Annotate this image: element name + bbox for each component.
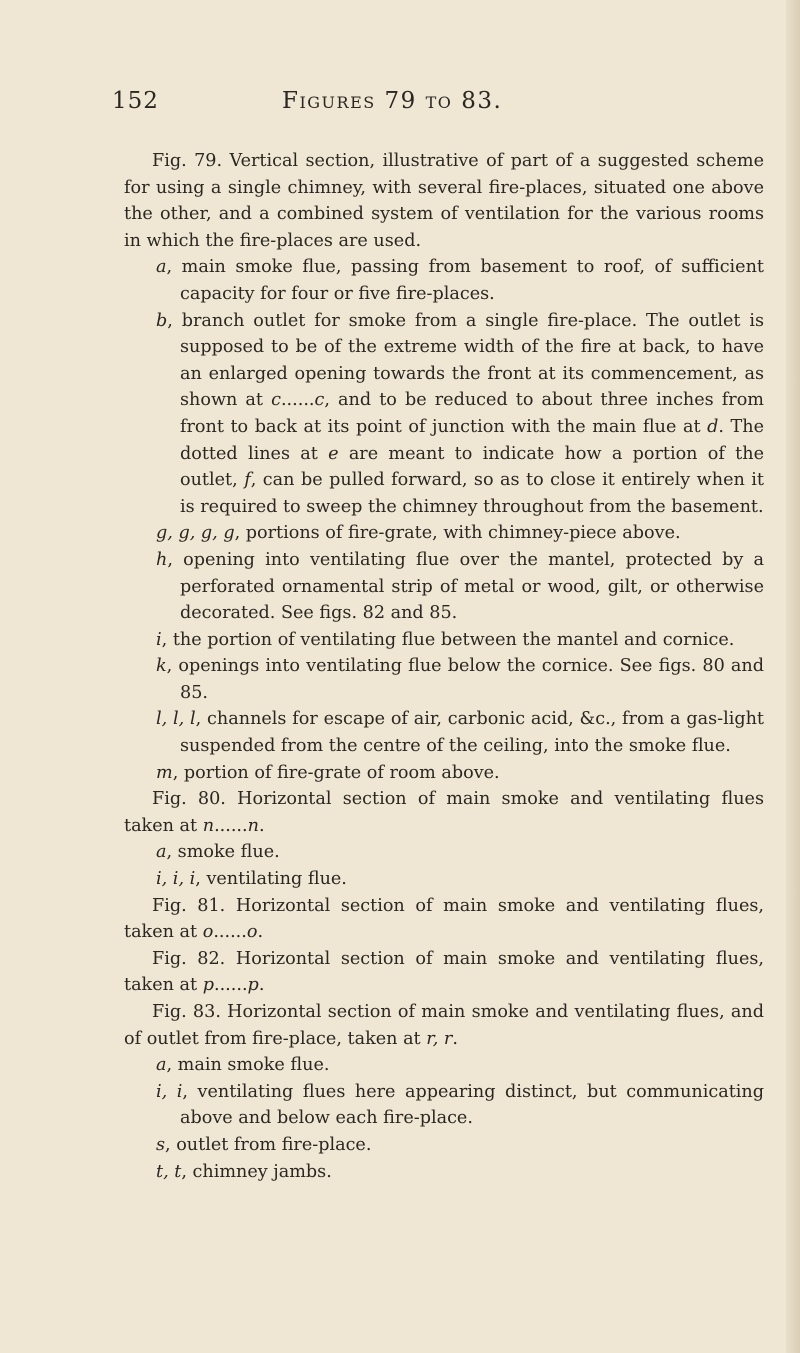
entry-text: , openings into ventilating flue below the cornice. See figs. 80 and 85. bbox=[166, 656, 764, 703]
entry-text: , outlet from fire-place. bbox=[165, 1134, 372, 1155]
fig79-entry-h bbox=[124, 547, 764, 627]
page-edge bbox=[786, 0, 800, 1353]
entry-key: g, g, g, g bbox=[156, 523, 235, 544]
entry-text: , portions of fire-grate, with chimney-piece above. bbox=[234, 523, 681, 544]
entry-key: k bbox=[156, 656, 167, 677]
ref-d: d bbox=[707, 416, 719, 437]
running-title: Figures 79 to 83. bbox=[282, 88, 503, 114]
fig83-entry-t bbox=[124, 1159, 764, 1186]
fig-text: Fig. 83. Horizontal section of main smoke and ventilating flues, and of outlet from fire-place, taken at bbox=[124, 1002, 764, 1049]
ref-c: c bbox=[271, 390, 281, 411]
entry-key: i bbox=[156, 629, 162, 650]
entry-key: h bbox=[156, 549, 168, 570]
ref-o: o bbox=[202, 922, 214, 943]
ref-f: f bbox=[244, 470, 251, 491]
fig79-entry-g bbox=[124, 520, 764, 547]
page-body bbox=[124, 148, 764, 1185]
fig79-entry-b bbox=[124, 308, 764, 521]
entry-key: b bbox=[156, 310, 168, 331]
fig79-entry-a bbox=[124, 254, 764, 307]
fig79-entry-l bbox=[124, 706, 764, 759]
leader-dots: ...... bbox=[214, 815, 248, 836]
entry-key: a bbox=[156, 257, 167, 278]
entry-key: a bbox=[156, 842, 167, 863]
fig80-entry-a bbox=[124, 839, 764, 866]
fig83-entry-a bbox=[124, 1052, 764, 1079]
ref-p: p bbox=[202, 975, 214, 996]
fig79-paragraph: Fig. 79. Vertical section, illustrative of part of a suggested scheme for using a single chimney, with several fire-places, situated one above the other, and a combined system of ventilation for the various rooms in which the fire-places are used. bbox=[124, 151, 764, 251]
fig-text: Fig. 81. Horizontal section of main smoke and ventilating flues, taken at bbox=[124, 895, 764, 943]
entry-key: l, l, l bbox=[156, 709, 196, 730]
entry-key: m bbox=[156, 762, 173, 783]
fig79-entry-m bbox=[124, 760, 764, 787]
ref-o: o bbox=[246, 922, 258, 943]
fig79-entry-k bbox=[124, 653, 764, 706]
ref-n: n bbox=[202, 815, 215, 836]
fig-text: Fig. 80. Horizontal section of main smoke and ventilating flues taken at bbox=[124, 789, 764, 836]
entry-text: , can be pulled forward, so as to close it entirely when it is required to sweep the chimney throughout from the basement. bbox=[180, 470, 764, 517]
fig-text: . bbox=[452, 1028, 458, 1049]
fig-text: . bbox=[258, 975, 265, 996]
fig-text: . bbox=[257, 922, 264, 943]
fig83-entry-i bbox=[124, 1079, 764, 1132]
entry-text: , smoke flue. bbox=[166, 842, 280, 863]
entry-text: . The dotted lines at bbox=[180, 416, 764, 464]
entry-text: , ventilating flues here appearing distinct, but communicating above and below each fire-place. bbox=[180, 1081, 764, 1129]
entry-text: , main smoke flue. bbox=[166, 1055, 330, 1076]
entry-text: , branch outlet for smoke from a single fire-place. The outlet is supposed to be of the extreme width of the fire at back, to have an enlarged opening towards the front at its commencement, as shown at bbox=[167, 310, 764, 411]
entry-text: are meant to indicate how a portion of the outlet, bbox=[180, 443, 764, 491]
fig-text: . bbox=[258, 815, 265, 836]
ref-r: r, r bbox=[426, 1028, 453, 1049]
fig81-paragraph bbox=[124, 893, 764, 946]
entry-key: i, i, i bbox=[156, 869, 196, 890]
fig80-entry-i bbox=[124, 866, 764, 893]
entry-text: , channels for escape of air, carbonic acid, &c., from a gas-light suspended from the centre of the ceiling, into the smoke flue. bbox=[180, 709, 764, 757]
entry-key: s bbox=[156, 1134, 166, 1155]
leader-dots: ...... bbox=[213, 922, 247, 943]
leader-dots: ...... bbox=[280, 390, 315, 411]
entry-text: , opening into ventilating flue over the mantel, protected by a perforated ornamental strip of metal or wood, gilt, or otherwise decorated. See figs. 82 and 85. bbox=[167, 549, 764, 624]
page-number: 152 bbox=[112, 88, 159, 114]
entry-text: , main smoke flue, passing from basement to roof, of sufficient capacity for four or five fire-places. bbox=[166, 257, 764, 304]
entry-key: t, t bbox=[156, 1161, 182, 1182]
leader-dots: ...... bbox=[213, 975, 248, 996]
fig83-paragraph bbox=[124, 999, 764, 1052]
ref-n: n bbox=[247, 815, 259, 836]
ref-c: c bbox=[314, 390, 325, 411]
entry-key: a bbox=[156, 1055, 167, 1076]
entry-key: i, i bbox=[156, 1081, 183, 1102]
fig79-entry-i bbox=[124, 627, 764, 654]
fig82-paragraph bbox=[124, 946, 764, 999]
entry-text: , and to be reduced to about three inches from front to back at its point of junction with the main flue at bbox=[180, 390, 764, 437]
ref-e: e bbox=[328, 443, 339, 464]
page-header bbox=[112, 88, 692, 118]
fig83-entry-s bbox=[124, 1132, 764, 1159]
entry-text: , portion of fire-grate of room above. bbox=[172, 762, 500, 783]
entry-text: , ventilating flue. bbox=[195, 869, 347, 890]
fig-text: Fig. 82. Horizontal section of main smoke and ventilating flues, taken at bbox=[124, 948, 764, 996]
entry-text: , the portion of ventilating flue between the mantel and cornice. bbox=[161, 629, 735, 650]
entry-text: , chimney jambs. bbox=[181, 1161, 332, 1182]
fig80-paragraph bbox=[124, 786, 764, 839]
ref-p: p bbox=[247, 975, 259, 996]
